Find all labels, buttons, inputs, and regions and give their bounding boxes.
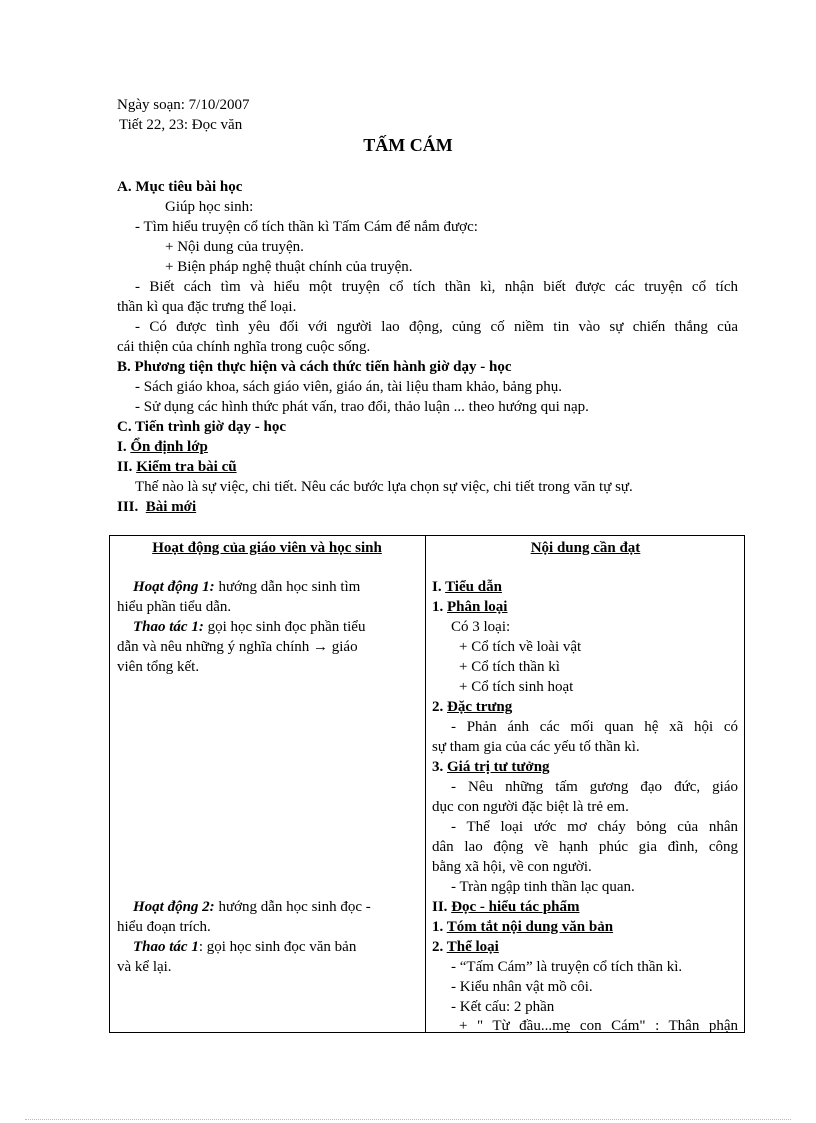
right-s1-3-a2: dục con người đặc biệt là trẻ em. <box>432 799 629 815</box>
page-title: TẤM CÁM <box>363 135 453 155</box>
left-hd2-text: hướng dẫn học sinh đọc - <box>214 899 371 915</box>
section-c-i-label: Ổn định lớp <box>130 439 208 455</box>
left-tt1-label: Thao tác 1: <box>133 619 204 635</box>
section-a-item2-line2: thần kì qua đặc trưng thể loại. <box>117 299 297 315</box>
right-s1-1-num: 1. <box>432 599 444 615</box>
section-b-item1: - Sách giáo khoa, sách giáo viên, giáo án, tài liệu tham khảo, bảng phụ. <box>135 379 562 395</box>
left-hd1 <box>117 577 418 597</box>
section-b-heading: B. Phương tiện thực hiện và cách thức tiến hành giờ dạy - học <box>117 359 512 375</box>
right-s1-label: Tiểu dẫn <box>445 579 502 595</box>
section-c-ii-label: Kiểm tra bài cũ <box>136 459 237 475</box>
right-s2-1-num: 1. <box>432 919 444 935</box>
left-tt1b-text: : gọi học sinh đọc văn bản <box>198 939 357 955</box>
right-s2-1-label: Tóm tắt nội dung văn bản <box>446 919 614 935</box>
lesson-line: Tiết 22, 23: Đọc văn <box>119 117 243 133</box>
left-tt1-line2: dẫn và nêu những ý nghĩa chính → giáo <box>117 639 358 655</box>
right-s2-2 <box>432 937 738 957</box>
right-s1-1-a: + Cổ tích về loài vật <box>459 639 582 655</box>
section-a-item3-line2: cái thiện của chính nghĩa trong cuộc sống. <box>117 339 371 355</box>
left-hd2-label: Hoạt động 2: <box>133 899 215 915</box>
right-s1-1 <box>432 597 738 617</box>
section-c-iii-label: Bài mới <box>145 499 197 515</box>
right-s1-3-b3: bằng xã hội, về con người. <box>432 859 592 875</box>
right-s2-num: II. <box>432 899 448 915</box>
right-s2-1 <box>432 917 738 937</box>
left-tt1b <box>117 937 418 957</box>
section-a-item1: - Tìm hiểu truyện cổ tích thần kì Tấm Cám để nắm được: <box>135 219 478 235</box>
right-s1-2 <box>432 697 738 717</box>
right-s1-2-l1: - Phản ánh các mối quan hệ xã hội có <box>451 719 738 735</box>
page-bottom-border <box>25 1119 791 1120</box>
section-c-ii <box>117 457 237 477</box>
right-s1-3-a1: - Nêu những tấm gương đạo đức, giáo <box>451 779 738 795</box>
right-s2-2-b: - Kiểu nhân vật mồ côi. <box>451 979 593 995</box>
left-tt1b-line2: và kể lại. <box>117 959 172 975</box>
right-s2 <box>432 897 738 917</box>
section-c-i-num: I. <box>117 439 127 455</box>
section-a-item3-line1: - Có được tình yêu đối với người lao động, củng cố niềm tin vào sự chiến thắng của <box>135 319 738 335</box>
table-right-header: Nội dung cần đạt <box>530 540 641 556</box>
left-hd1-label: Hoạt động 1: <box>133 579 215 595</box>
right-s2-label: Đọc - hiểu tác phẩm <box>451 899 580 915</box>
right-s1-1-label: Phân loại <box>447 599 508 615</box>
table-column-divider <box>425 535 426 1033</box>
section-a-intro: Giúp học sinh: <box>165 199 254 215</box>
table-left-header: Hoạt động của giáo viên và học sinh <box>152 540 382 556</box>
left-hd2 <box>117 897 418 917</box>
section-c-iii-num: III. <box>117 499 139 515</box>
right-s1-3-b1: - Thể loại ước mơ cháy bỏng của nhân <box>451 819 738 835</box>
section-a-item1-sub1: + Nội dung của truyện. <box>165 239 304 255</box>
section-a-item2-line1: - Biết cách tìm và hiểu một truyện cổ tích thần kì, nhận biết được các truyện cổ tích <box>135 279 738 295</box>
right-s1-3-num: 3. <box>432 759 444 775</box>
section-c-i <box>117 437 208 457</box>
right-s1-3-c: - Tràn ngập tinh thần lạc quan. <box>451 879 635 895</box>
section-c-iii <box>117 497 196 517</box>
right-s1-3-b2: dân lao động về hạnh phúc gia đình, công <box>432 839 738 855</box>
right-s1 <box>432 577 738 597</box>
right-s1-1-text: Có 3 loại: <box>451 619 511 635</box>
section-a-item1-sub2: + Biện pháp nghệ thuật chính của truyện. <box>165 259 413 275</box>
right-s2-2-c: - Kết cấu: 2 phần <box>451 999 555 1015</box>
right-s1-2-label: Đặc trưng <box>447 699 513 715</box>
right-s2-2-label: Thể loại <box>446 939 499 955</box>
right-s2-2-num: 2. <box>432 939 444 955</box>
right-s1-2-l2: sự tham gia của các yếu tố thần kì. <box>432 739 640 755</box>
left-tt1 <box>117 617 418 637</box>
left-hd1-line2: hiểu phần tiểu dẫn. <box>117 599 232 615</box>
right-s1-3 <box>432 757 738 777</box>
left-tt1-line3: viên tổng kết. <box>117 659 200 675</box>
right-s2-2-a: - “Tấm Cám” là truyện cổ tích thần kì. <box>451 959 683 975</box>
right-s1-num: I. <box>432 579 442 595</box>
right-s2-2-d: + " Từ đầu...mẹ con Cám" : Thân phận <box>459 1018 738 1034</box>
date-line: Ngày soạn: 7/10/2007 <box>117 97 250 113</box>
left-tt1-text: gọi học sinh đọc phần tiểu <box>203 619 366 635</box>
right-s1-1-c: + Cổ tích sinh hoạt <box>459 679 574 695</box>
section-a-heading: A. Mục tiêu bài học <box>117 179 243 195</box>
right-s1-1-b: + Cổ tích thần kì <box>459 659 560 675</box>
left-hd1-text: hướng dẫn học sinh tìm <box>214 579 361 595</box>
section-b-item2: - Sử dụng các hình thức phát vấn, trao đổi, thảo luận ... theo hướng qui nạp. <box>135 399 589 415</box>
left-tt1b-label: Thao tác 1 <box>133 939 199 955</box>
left-hd2-line2: hiểu đoạn trích. <box>117 919 211 935</box>
section-c-ii-text: Thế nào là sự việc, chi tiết. Nêu các bước lựa chọn sự việc, chi tiết trong văn tự sự. <box>135 479 633 495</box>
right-s1-3-label: Giá trị tư tưởng <box>447 759 550 775</box>
section-c-ii-num: II. <box>117 459 133 475</box>
section-c-heading: C. Tiến trình giờ dạy - học <box>117 419 287 435</box>
right-s1-2-num: 2. <box>432 699 444 715</box>
